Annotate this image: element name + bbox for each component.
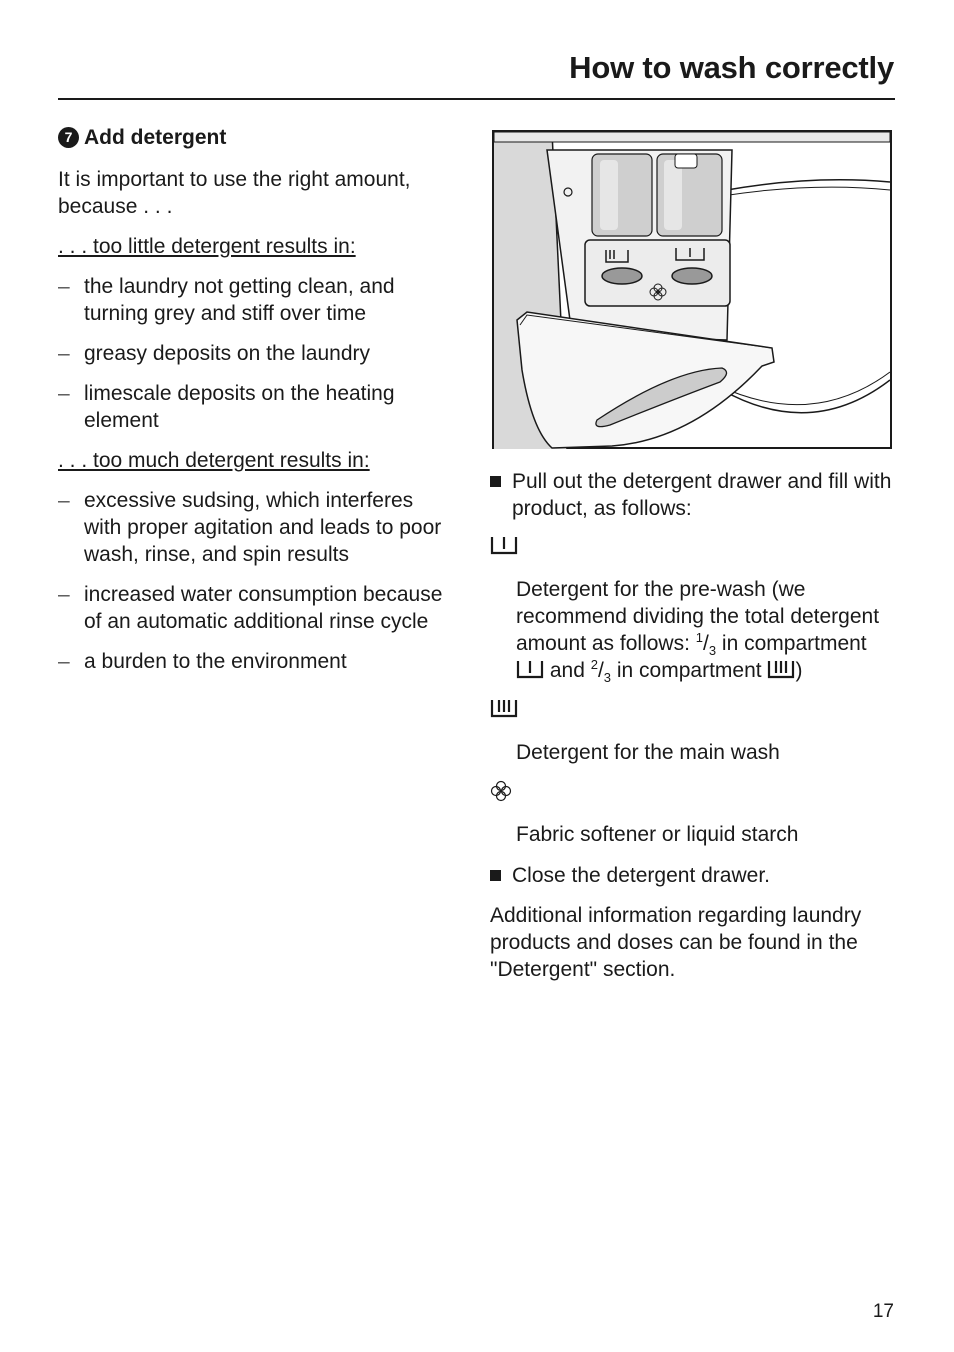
too-much-heading: . . . too much detergent results in: (58, 449, 370, 472)
square-bullet-icon (490, 870, 501, 881)
instruction-text: Close the detergent drawer. (512, 864, 770, 887)
list-item (58, 273, 450, 327)
list-item-text: increased water consumption because of an automatic additional rinse cycle (84, 583, 443, 633)
prewash-text: in compartment (716, 632, 867, 655)
section-heading (58, 122, 450, 152)
prewash-text: ) (795, 659, 803, 682)
fraction-slash: / (597, 659, 604, 682)
page-number: 17 (872, 1301, 894, 1322)
fraction-numerator: 2 (590, 657, 598, 672)
instruction-bullet (490, 862, 892, 889)
additional-info: Additional information regarding laundry products and doses can be found in the "Detergent" section. (490, 904, 862, 981)
mainwash-compartment-icon (490, 698, 518, 720)
list-item (58, 340, 450, 367)
prewash-text: Detergent for the pre-wash (we recommend dividing the total detergent amount as follows: (516, 578, 880, 655)
instruction-bullet (490, 468, 892, 522)
intro-text: It is important to use the right amount, because . . . (58, 168, 411, 218)
section-heading-label: Add detergent (84, 125, 227, 149)
instruction-text: Pull out the detergent drawer and fill with product, as follows: (512, 470, 892, 520)
prewash-text: and (544, 659, 591, 682)
prewash-compartment-icon (490, 535, 518, 557)
prewash-text: in compartment (611, 659, 768, 682)
list-item (58, 487, 450, 568)
prewash-compartment-icon (516, 659, 544, 681)
detergent-drawer-illustration (492, 130, 892, 449)
dash-mark: – (58, 382, 70, 405)
prewash-description (490, 576, 892, 684)
dash-mark: – (58, 650, 70, 673)
list-item (58, 648, 450, 675)
fabric-softener-flower-icon (490, 780, 512, 802)
list-item-text: excessive sudsing, which interferes with proper agitation and leads to poor wash, rinse, and spin results (84, 489, 442, 566)
list-item-text: the laundry not getting clean, and turning grey and stiff over time (84, 275, 395, 325)
softener-description: Fabric softener or liquid starch (516, 823, 799, 846)
square-bullet-icon (490, 476, 501, 487)
list-item-text: limescale deposits on the heating element (84, 382, 395, 432)
list-item-text: a burden to the environment (84, 650, 347, 673)
fraction-numerator: 1 (695, 630, 703, 645)
right-column (490, 468, 892, 996)
list-item (58, 581, 450, 635)
dash-mark: – (58, 489, 70, 512)
list-item-text: greasy deposits on the laundry (84, 342, 371, 365)
fraction-denominator: 3 (603, 670, 612, 686)
fraction-slash: / (703, 632, 709, 655)
dash-mark: – (58, 342, 70, 365)
mainwash-symbol-row (490, 698, 892, 725)
too-much-list (58, 487, 450, 675)
prewash-symbol-row (490, 535, 892, 562)
too-little-heading: . . . too little detergent results in: (58, 235, 356, 258)
list-item (58, 380, 450, 434)
mainwash-description: Detergent for the main wash (516, 741, 780, 764)
header-rule (58, 98, 895, 100)
page-title: How to wash correctly (569, 50, 894, 85)
fraction-denominator: 3 (708, 643, 717, 659)
dash-mark: – (58, 583, 70, 606)
softener-symbol-row (490, 780, 892, 807)
dash-mark: – (58, 275, 70, 298)
mainwash-compartment-icon (767, 659, 795, 681)
step-number-badge: 7 (58, 127, 79, 148)
left-column (58, 122, 450, 688)
too-little-list (58, 273, 450, 434)
